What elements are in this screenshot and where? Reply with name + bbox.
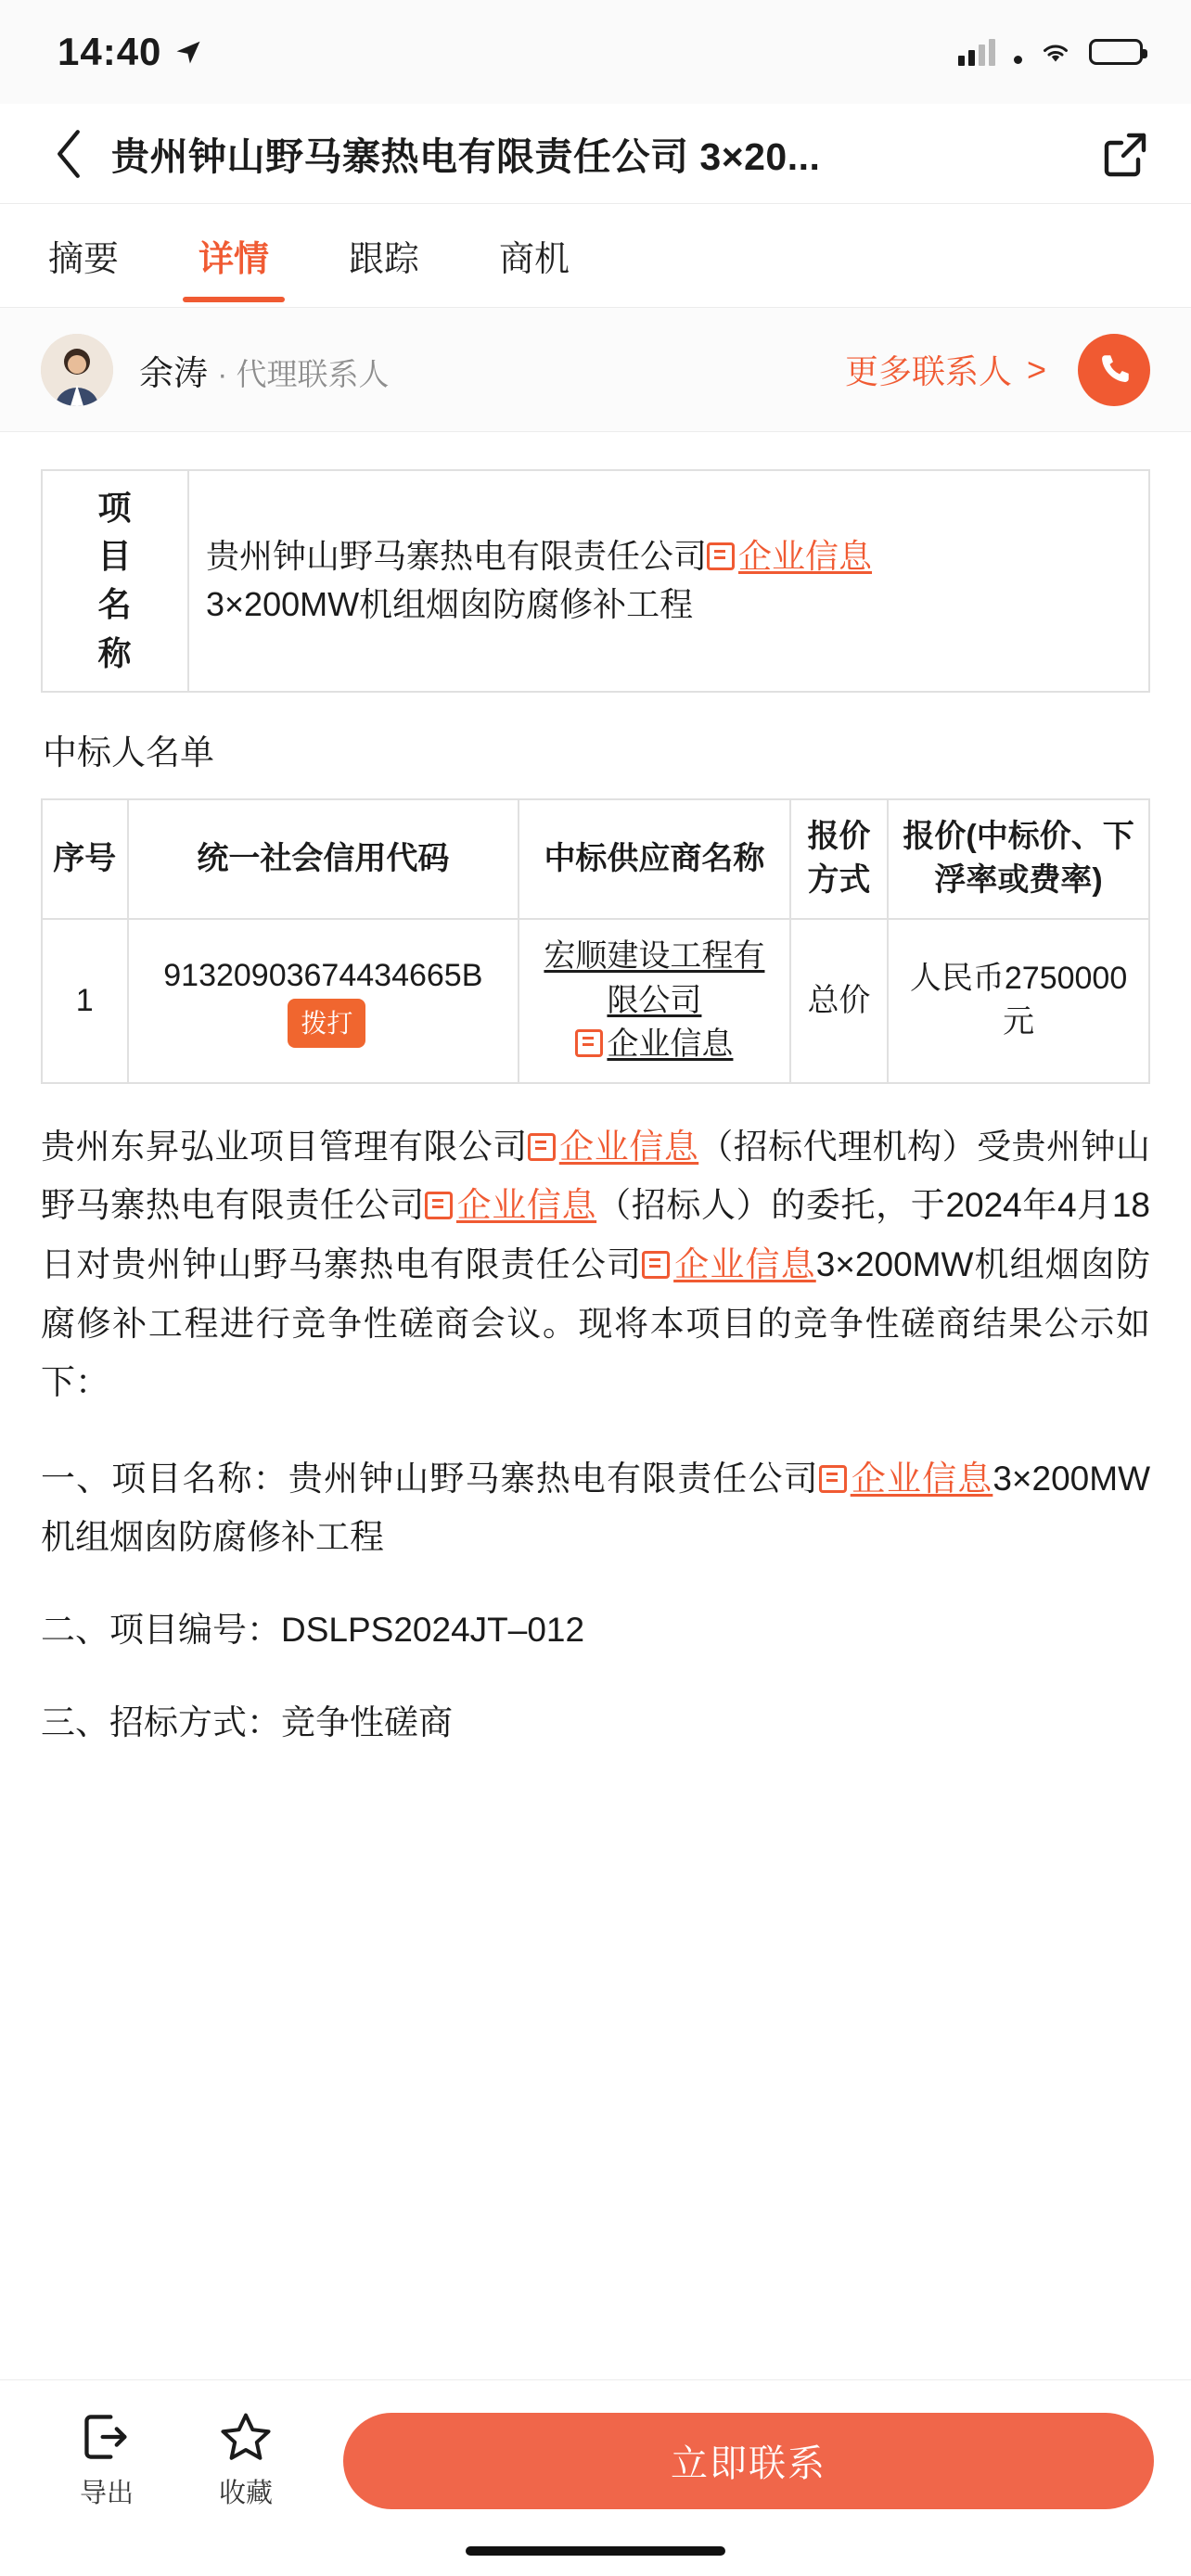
- project-name-label: 项 目 名 称: [42, 470, 188, 692]
- tab-bar: [0, 204, 1191, 308]
- cell-quote-mode: 总价: [790, 919, 888, 1083]
- user-avatar-icon: [41, 334, 113, 406]
- company-info-label: 企业信息: [558, 1127, 699, 1166]
- supplier-name: 宏顺建设工程有限公司: [544, 937, 765, 1018]
- page-title: 贵州钟山野马寨热电有限责任公司 3×20...: [111, 135, 821, 178]
- chevron-right-icon: >: [1026, 350, 1046, 389]
- project-name-table: [41, 469, 1150, 693]
- project-name-prefix: 贵州钟山野马寨热电有限责任公司: [206, 537, 708, 576]
- favorite-label: 收藏: [218, 2479, 273, 2508]
- company-info-icon: [707, 542, 735, 570]
- company-info-label: 企业信息: [455, 1186, 597, 1225]
- item1-text-2: 3×200MW机组烟囱防腐修补工程: [41, 1459, 1151, 1557]
- bid-list-title: 中标人名单: [43, 733, 214, 772]
- cell-no: 1: [42, 919, 128, 1083]
- company-info-icon: [425, 1192, 453, 1219]
- tab-summary[interactable]: 摘要: [48, 240, 120, 279]
- para-text-2: （招标代理机构）受贵州钟山野马寨热电有限责任公司: [41, 1127, 1151, 1225]
- contact-name: [139, 345, 389, 395]
- location-arrow-icon: [174, 38, 202, 66]
- tab-opportunities[interactable]: 商机: [499, 240, 570, 279]
- status-bar-left: [58, 30, 202, 74]
- tab-tracking[interactable]: 跟踪: [349, 240, 420, 279]
- export-label: 导出: [79, 2479, 134, 2508]
- header-supplier: 中标供应商名称: [519, 799, 790, 919]
- company-info-label: 企业信息: [673, 1244, 816, 1283]
- more-contacts-label: 更多联系人: [844, 352, 1012, 390]
- cell-quote-amount: 人民币2750000元: [888, 919, 1149, 1083]
- cell-credit-code: [128, 919, 519, 1083]
- export-button[interactable]: [37, 2411, 176, 2510]
- star-icon: [219, 2411, 273, 2463]
- status-time: 14:40: [58, 30, 162, 73]
- table-row: [42, 470, 1149, 692]
- dial-button[interactable]: 拨打: [288, 999, 365, 1048]
- project-name-value: [188, 470, 1149, 692]
- para-text-4: 3×200MW机组烟囱防腐修补工程进行竞争性磋商会议。现将本项目的竞争性磋商结果公示如下：: [41, 1244, 1151, 1402]
- supplier-company-info-link[interactable]: 企业信息: [607, 1027, 734, 1063]
- chevron-left-icon: [52, 128, 85, 180]
- contact-role: · 代理联系人: [217, 356, 390, 391]
- para-text-1: 贵州东昇弘业项目管理有限公司: [41, 1127, 528, 1166]
- cellular-signal-icon: [958, 38, 995, 66]
- bid-winner-table: [41, 798, 1150, 1084]
- project-name-suffix: 3×200MW机组烟囱防腐修补工程: [206, 585, 694, 624]
- contact-now-button[interactable]: 立即联系: [343, 2413, 1154, 2509]
- share-external-icon: [1101, 130, 1149, 178]
- company-info-link[interactable]: [819, 1460, 993, 1498]
- company-info-icon: [819, 1465, 847, 1493]
- export-icon: [81, 2411, 133, 2463]
- table-header-row: [42, 799, 1149, 919]
- home-indicator: [466, 2546, 725, 2556]
- call-button[interactable]: [1078, 334, 1150, 406]
- company-info-icon: [528, 1133, 556, 1161]
- cell-supplier[interactable]: [519, 919, 790, 1083]
- header-credit-code: 统一社会信用代码: [128, 799, 519, 919]
- wifi-icon: [1039, 39, 1072, 65]
- company-info-label: 企业信息: [850, 1459, 993, 1498]
- navigation-bar: [0, 104, 1191, 204]
- company-info-icon: [575, 1029, 603, 1057]
- company-info-link[interactable]: [642, 1245, 816, 1283]
- company-info-link[interactable]: [707, 537, 872, 575]
- company-info-link[interactable]: [425, 1186, 596, 1224]
- table-body: [42, 919, 1149, 1083]
- company-info-label: 企业信息: [738, 537, 873, 576]
- favorite-button[interactable]: [176, 2411, 315, 2510]
- contact-person: 余涛: [139, 353, 208, 392]
- item-project-number: 二、项目编号：DSLPS2024JT–012: [41, 1611, 585, 1650]
- company-info-link[interactable]: [528, 1128, 698, 1166]
- header-no: 序号: [42, 799, 128, 919]
- status-bar-right: [958, 38, 1143, 66]
- contact-bar: [0, 308, 1191, 432]
- para-text-3: （招标人）的委托，于2024年4月18日对贵州钟山野马寨热电有限责任公司: [41, 1186, 1151, 1283]
- credit-code-value: 91320903674434665B: [163, 957, 483, 993]
- table-head: [42, 799, 1149, 919]
- header-quote-amount: 报价(中标价、下浮率或费率): [888, 799, 1149, 919]
- company-info-icon: [642, 1251, 670, 1279]
- announcement-paragraph: [41, 1117, 1150, 1412]
- table-row: [42, 919, 1149, 1083]
- tab-details[interactable]: 详情: [191, 204, 276, 308]
- item-project-name: [41, 1449, 1150, 1567]
- more-contacts-button[interactable]: [845, 346, 1046, 393]
- item1-text-1: 一、项目名称：贵州钟山野马寨热电有限责任公司: [41, 1459, 819, 1498]
- status-bar: [0, 0, 1191, 104]
- battery-icon: [1089, 39, 1143, 65]
- item-bid-method: 三、招标方式：竞争性磋商: [41, 1702, 453, 1741]
- back-button[interactable]: [41, 126, 96, 182]
- share-button[interactable]: [1096, 125, 1154, 183]
- phone-icon: [1095, 351, 1133, 389]
- header-quote-mode: 报价方式: [790, 799, 888, 919]
- avatar: [41, 334, 113, 406]
- detail-content: [0, 432, 1191, 2576]
- signal-dot-icon: [1014, 56, 1022, 64]
